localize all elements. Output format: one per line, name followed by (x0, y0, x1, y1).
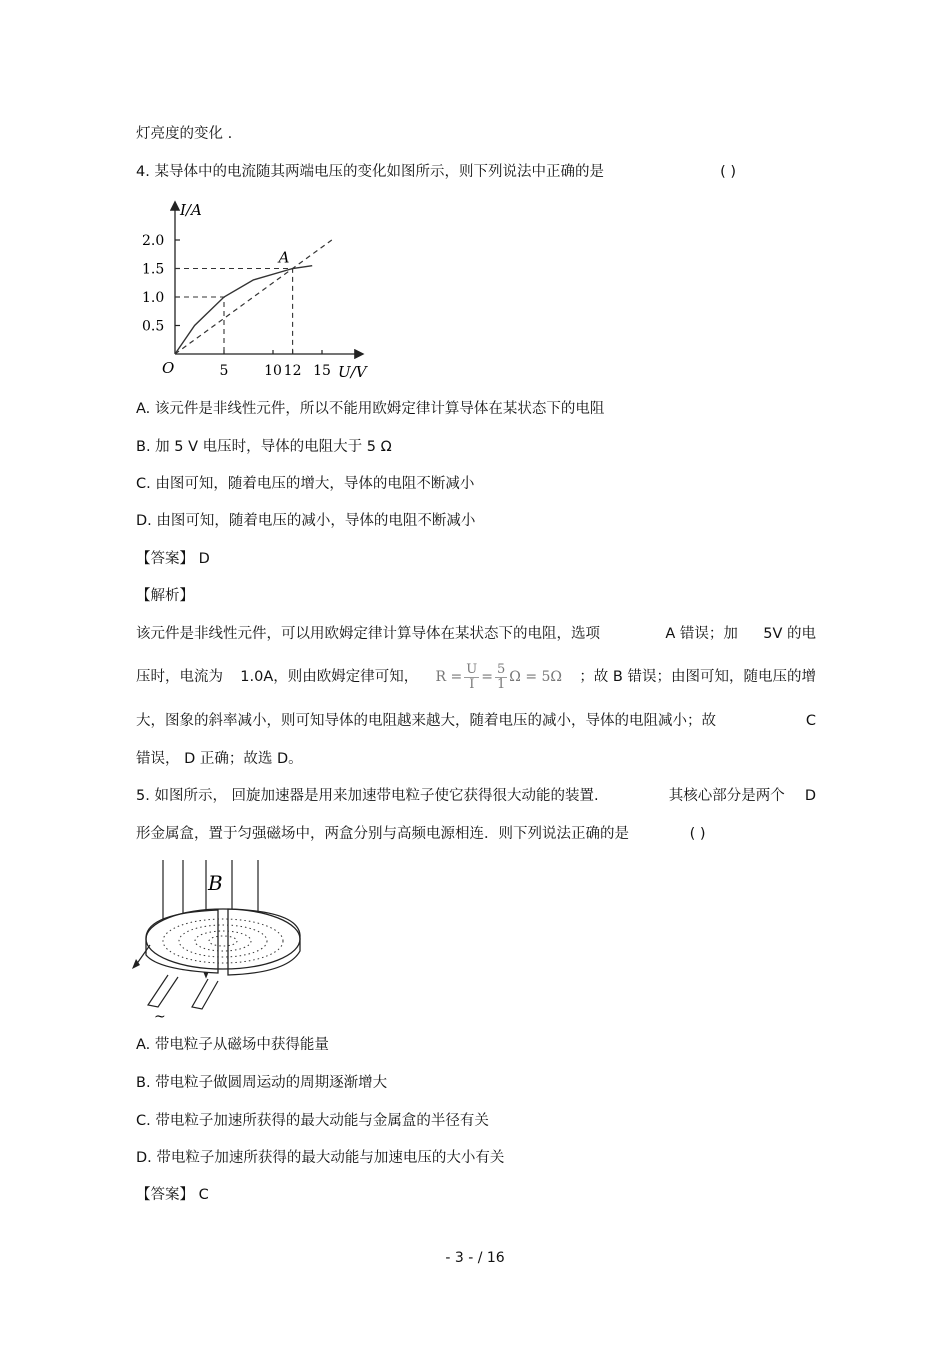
iu-chart (140, 195, 380, 385)
x-tick-label: 5 (219, 363, 229, 379)
y-axis-label: I/A (180, 201, 202, 219)
field-label-b: B (208, 871, 223, 895)
series-curve (175, 266, 312, 354)
fraction-denominator: I (469, 676, 475, 692)
q5-paren: ( ) (689, 826, 706, 842)
q5-option-d: D. 带电粒子加速所获得的最大动能与加速电压的大小有关 (136, 1150, 505, 1166)
y-tick-label: 1.5 (142, 261, 165, 278)
q4-answer: 【答案】 D (136, 551, 210, 567)
ohm-formula (436, 663, 562, 692)
q5-option-c: C. 带电粒子加速所获得的最大动能与金属盒的半径有关 (136, 1113, 489, 1129)
q5-stem-text: 其核心部分是两个 (668, 788, 785, 804)
q5-stem-text: 5. 如图所示， 回旋加速器是用来加速带电粒子使它获得很大动能的装置. (136, 788, 599, 804)
analysis-text: 5V 的电 (763, 626, 816, 642)
q4-option-c: C. 由图可知，随着电压的增大，导体的电阻不断减小 (136, 476, 475, 492)
x-tick-label: 10 (264, 363, 282, 379)
x-axis-label: U/V (338, 363, 367, 381)
q4-option-a: A. 该元件是非线性元件，所以不能用欧姆定律计算导体在某状态下的电阻 (136, 401, 605, 417)
page-number: - 3 - / 16 (445, 1250, 505, 1266)
formula-r: R = (435, 669, 463, 685)
fraction-numerator: 5 (496, 661, 506, 677)
q5-stem-line1 (136, 786, 816, 806)
fraction-5-over-1 (495, 663, 507, 692)
q4-analysis-line1 (136, 624, 816, 644)
q5-option-b: B. 带电粒子做圆周运动的周期逐渐增大 (136, 1075, 388, 1091)
q5-answer: 【答案】 C (136, 1187, 209, 1203)
q5-stem-text: D (804, 788, 816, 804)
fraction-numerator: U (466, 661, 478, 677)
x-tick-label: 15 (313, 363, 331, 379)
ac-source-symbol: ~ (154, 1009, 166, 1025)
guide-line (175, 297, 224, 354)
analysis-text: 该元件是非线性元件，可以用欧姆定律计算导体在某状态下的电阻，选项 (136, 626, 600, 642)
q4-option-d: D. 由图可知，随着电压的减小，导体的电阻不断减小 (136, 513, 476, 529)
point-a-label: A (278, 248, 290, 267)
x-tick-label: 12 (283, 363, 302, 379)
origin-label: O (162, 359, 175, 377)
q4-option-b: B. 加 5 V 电压时，导体的电阻大于 5 Ω (136, 439, 392, 455)
analysis-text: C (805, 713, 816, 729)
y-tick-label: 1.0 (142, 290, 165, 306)
q4-analysis-line3 (136, 711, 816, 731)
formula-tail: Ω = 5Ω (509, 669, 563, 685)
q4-analysis-label: 【解析】 (136, 588, 194, 604)
q5-option-a: A. 带电粒子从磁场中获得能量 (136, 1037, 329, 1053)
analysis-text: 压时，电流为 (136, 669, 223, 685)
y-tick-label: 2.0 (142, 233, 165, 249)
q5-stem-text: 形金属盒，置于匀强磁场中，两盒分别与高频电源相连．则下列说法正确的是 (136, 826, 629, 842)
q4-paren: ( ) (720, 164, 736, 180)
q4-analysis-line2 (136, 660, 816, 694)
fraction-u-over-i (464, 663, 479, 692)
analysis-text: A 错误；加 (665, 626, 738, 642)
fraction-denominator: 1 (496, 676, 506, 692)
electrode-leads (148, 975, 218, 1009)
q5-stem-line2 (136, 824, 706, 844)
text-line-top: 灯亮度的变化 . (136, 126, 233, 142)
q4-stem-text: 4. 某导体中的电流随其两端电压的变化如图所示，则下列说法中正确的是 (136, 164, 604, 180)
q4-analysis-line4: 错误， D 正确；故选 D。 (136, 751, 303, 767)
series-dashed-line (175, 240, 332, 354)
y-tick-label: 0.5 (142, 318, 165, 335)
analysis-text: 1.0A，则由欧姆定律可知， (240, 669, 419, 685)
cyclotron-figure (128, 855, 308, 1025)
analysis-text: ；故 B 错误；由图可知，随电压的增 (579, 669, 816, 685)
formula-equals: = (481, 669, 493, 685)
analysis-text: 大，图象的斜率减小，则可知导体的电阻越来越大，随着电压的减小，导体的电阻减小；故 (136, 713, 716, 729)
q4-stem (136, 162, 816, 182)
